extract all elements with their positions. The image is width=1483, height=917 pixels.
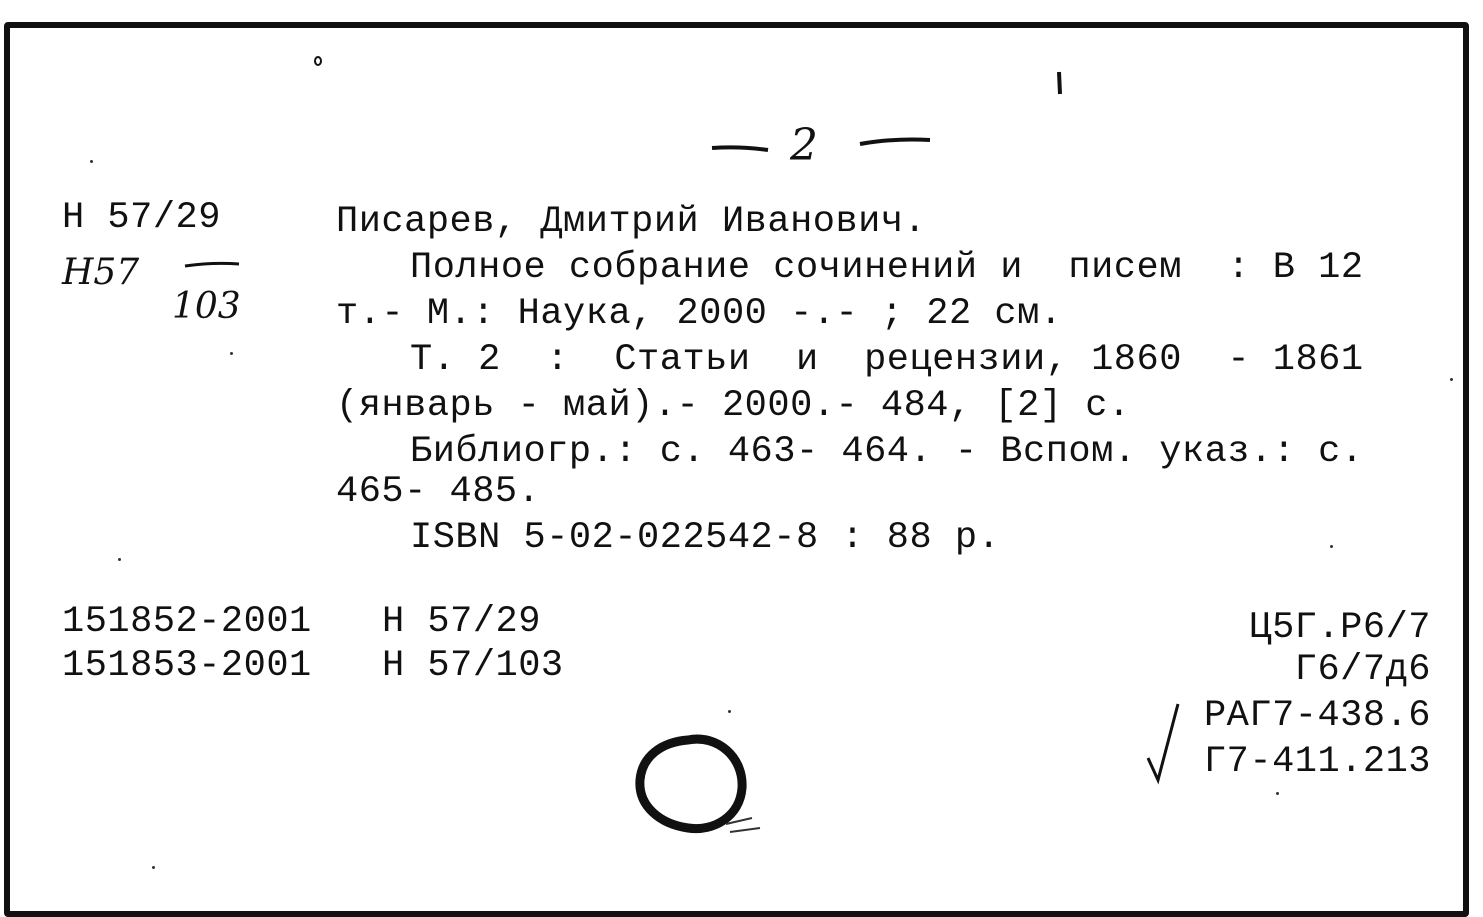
scan-speck (152, 866, 155, 869)
classification-code-3: РАГ7-438.6 (1203, 695, 1431, 737)
ink-speck (312, 54, 324, 68)
handwritten-call-prefix: Н57 (62, 252, 140, 293)
punch-hole-icon (630, 732, 770, 842)
scan-speck (1330, 545, 1333, 548)
classification-code-4: Г7-411.213 (1203, 741, 1431, 783)
inventory-shelf-2: Н 57/103 (382, 645, 564, 687)
scan-speck (230, 352, 233, 355)
scan-speck (1276, 792, 1279, 795)
checkmark-icon (1144, 700, 1184, 784)
volume-line-1: Т. 2 : Статьи и рецензии, 1860 - 1861 (410, 339, 1364, 381)
classification-code-2: Г6/7д6 (1294, 649, 1431, 691)
handwritten-call-suffix: 103 (172, 286, 241, 327)
title-line-2: т.- М.: Наука, 2000 -.- ; 22 см. (336, 293, 1063, 335)
page-number: 2 (790, 120, 818, 171)
scan-speck (118, 558, 121, 561)
scan-speck (1450, 378, 1453, 381)
scan-speck (90, 160, 93, 163)
isbn-line: ISBN 5-02-022542-8 : 88 р. (410, 517, 1001, 559)
inventory-shelf-1: Н 57/29 (382, 601, 541, 643)
ink-tick (1054, 70, 1064, 96)
bibliography-line-1: Библиогр.: с. 463- 464. - Вспом. указ.: с. (410, 431, 1364, 473)
page-number-dash-left (710, 138, 770, 158)
page-number-dash-right (858, 132, 933, 152)
scan-speck (728, 710, 731, 713)
volume-line-2: (январь - май).- 2000.- 484, [2] с. (336, 385, 1131, 427)
title-line-1: Полное собрание сочинений и писем : В 12 (410, 247, 1364, 289)
inventory-number-1: 151852-2001 (62, 601, 312, 643)
bibliography-line-2: 465- 485. (336, 471, 541, 513)
inventory-number-2: 151853-2001 (62, 645, 312, 687)
handwritten-fraction-bar (183, 258, 243, 272)
classification-code-1: Ц5Г.Р6/7 (1249, 607, 1431, 649)
call-number: Н 57/29 (62, 197, 221, 239)
author-heading: Писарев, Дмитрий Иванович. (336, 201, 927, 243)
